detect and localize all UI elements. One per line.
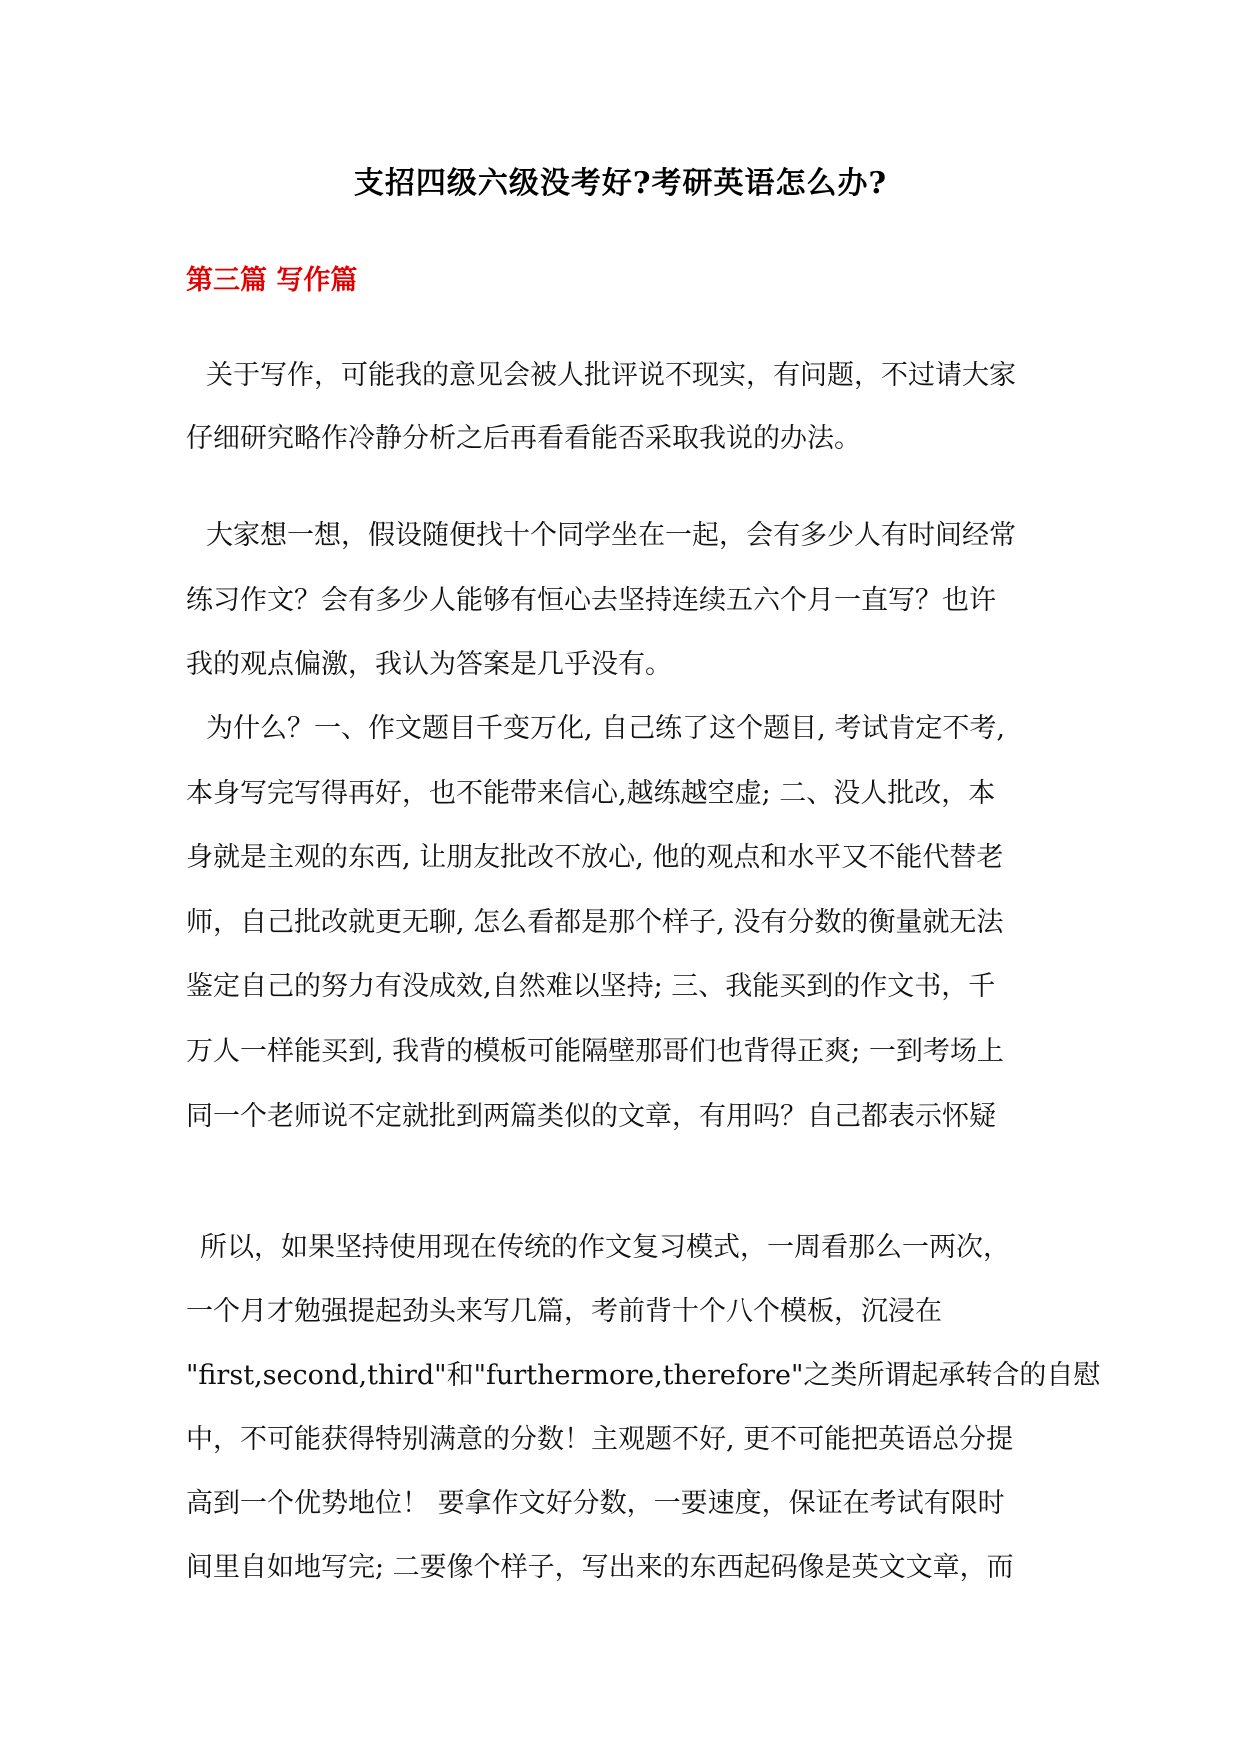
paragraph-2-line-2: 练习作文？会有多少人能够有恒心去坚持连续五六个月一直写？也许 xyxy=(186,585,996,616)
paragraph-4-line-2: 一个月才勉强提起劲头来写几篇，考前背十个八个模板，沉浸在 xyxy=(186,1296,942,1327)
paragraph-3-line-3: 身就是主观的东西, 让朋友批改不放心, 他的观点和水平又不能代替老 xyxy=(186,842,1004,873)
paragraph-1-line-1: 关于写作，可能我的意见会被人批评说不现实，有问题，不过请大家 xyxy=(206,360,1016,391)
paragraph-3-line-7: 同一个老师说不定就批到两篇类似的文章，有用吗？自己都表示怀疑 xyxy=(186,1101,996,1132)
paragraph-3-line-4: 师，自己批改就更无聊, 怎么看都是那个样子, 没有分数的衡量就无法 xyxy=(186,907,1004,938)
paragraph-3-line-1: 为什么？一、作文题目千变万化, 自己练了这个题目, 考试肯定不考, xyxy=(206,713,1005,744)
paragraph-3-line-5: 鉴定自己的努力有没成效,自然难以坚持; 三、我能买到的作文书，千 xyxy=(186,971,996,1002)
paragraph-3-line-2: 本身写完写得再好，也不能带来信心,越练越空虚; 二、没人批改，本 xyxy=(186,778,996,809)
paragraph-4-line-6: 间里自如地写完; 二要像个样子，写出来的东西起码像是英文文章，而 xyxy=(186,1552,1014,1583)
paragraph-4-line-4: 中，不可能获得特别满意的分数！主观题不好, 更不可能把英语总分提 xyxy=(186,1424,1014,1455)
document-title: 支招四级六级没考好?考研英语怎么办? xyxy=(353,166,888,201)
paragraph-2-line-1: 大家想一想，假设随便找十个同学坐在一起，会有多少人有时间经常 xyxy=(206,520,1016,551)
paragraph-4-line-1: 所以，如果坚持使用现在传统的作文复习模式，一周看那么一两次， xyxy=(200,1232,1010,1263)
paragraph-3-line-6: 万人一样能买到, 我背的模板可能隔壁那哥们也背得正爽; 一到考场上 xyxy=(186,1036,1004,1067)
paragraph-4-line-3: "first,second,third"和"furthermore,therefore"之类所谓起承转合的自慰 xyxy=(186,1360,1101,1391)
section-heading: 第三篇 写作篇 xyxy=(186,265,358,296)
paragraph-1-line-2: 仔细研究略作冷静分析之后再看看能否采取我说的办法。 xyxy=(186,423,861,454)
paragraph-2-line-3: 我的观点偏激，我认为答案是几乎没有。 xyxy=(186,649,672,680)
paragraph-4-line-5: 高到一个优势地位！ 要拿作文好分数，一要速度，保证在考试有限时 xyxy=(186,1488,1005,1519)
